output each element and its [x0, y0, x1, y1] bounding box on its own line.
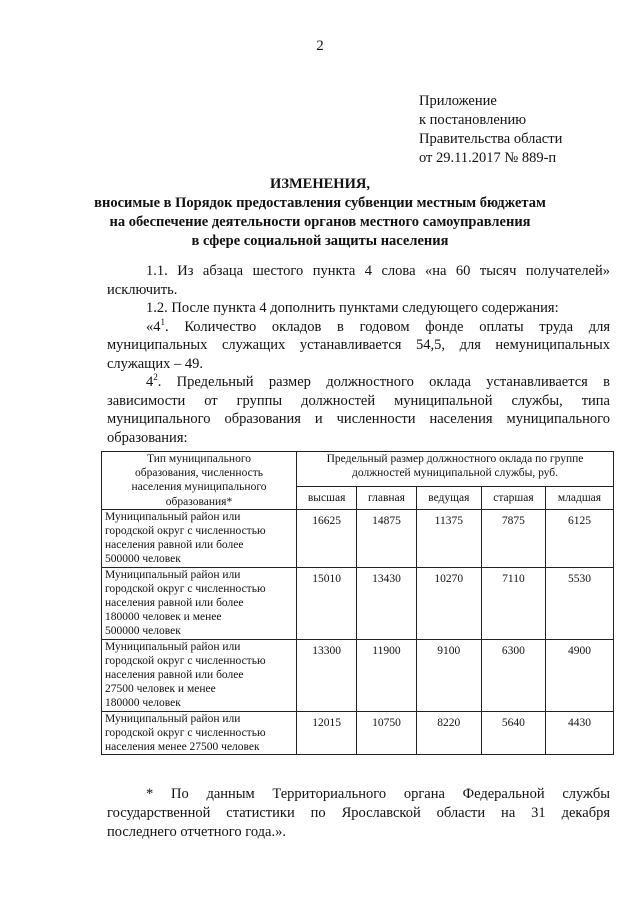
footnote-line: последнего отчетного года.».: [107, 824, 286, 840]
municipality-cell: Муниципальный район или городской округ с численностью населения равной или более 27500 человек и менее 180000 человек: [102, 639, 297, 711]
table-row: [102, 567, 614, 639]
value-cell: 9100: [416, 639, 481, 711]
page-number: 2: [316, 38, 324, 54]
column-header: старшая: [481, 486, 545, 509]
table-row: [102, 509, 614, 567]
value-cell: 11900: [357, 639, 416, 711]
paragraph-1-1-cont: исключить.: [107, 281, 178, 298]
appendix-line: Приложение: [419, 93, 497, 109]
municipality-cell: Муниципальный район или городской округ с численностью населения равной или более 180000 человек и менее 500000 человек: [102, 567, 297, 639]
header-municipality-type: Тип муниципального образования, численность населения муниципального образования*: [102, 452, 297, 510]
paragraph-text: . Количество окладов в годовом фонде оплаты труда для: [165, 318, 610, 335]
column-header: высшая: [297, 486, 357, 509]
value-cell: 7110: [481, 567, 545, 639]
table-row: [102, 639, 614, 711]
paragraph-text: 1.1. Из абзаца шестого пункта 4 слова «на 60 тысяч получателей»: [146, 263, 610, 279]
paragraph-line: образования:: [107, 429, 188, 446]
municipality-cell: Муниципальный район или городской округ с численностью населения равной или более 500000 человек: [102, 509, 297, 567]
document-title: [0, 175, 640, 251]
value-cell: 6125: [545, 509, 613, 567]
value-cell: 16625: [297, 509, 357, 567]
value-cell: 4900: [545, 639, 613, 711]
footnote-line: государственной статистики по Ярославской области на 31 декабря: [107, 805, 610, 821]
value-cell: 5640: [481, 711, 545, 755]
column-header: главная: [357, 486, 416, 509]
table-row: [102, 711, 614, 755]
paragraph-text: 4: [146, 374, 154, 390]
value-cell: 13300: [297, 639, 357, 711]
paragraph-text: «4: [146, 318, 161, 335]
column-header: младшая: [545, 486, 613, 509]
paragraph-4-1: [107, 318, 610, 337]
value-cell: 10270: [416, 567, 481, 639]
paragraph-line: зависимости от группы должностей муниципальной службы, типа: [107, 392, 610, 409]
value-cell: 12015: [297, 711, 357, 755]
paragraph-text: . Предельный размер должностного оклада устанавливается в: [157, 374, 610, 390]
table-header-row: [102, 452, 614, 487]
appendix-line: от 29.11.2017 № 889-п: [419, 150, 557, 166]
value-cell: 4430: [545, 711, 613, 755]
footnote: [107, 785, 610, 842]
value-cell: 14875: [357, 509, 416, 567]
municipality-cell: Муниципальный район или городской округ с численностью населения менее 27500 человек: [102, 711, 297, 755]
value-cell: 7875: [481, 509, 545, 567]
title-heading: ИЗМЕНЕНИЯ,: [270, 176, 370, 192]
appendix-line: к постановлению: [419, 112, 527, 128]
paragraph-line: служащих – 49.: [107, 355, 203, 372]
title-line: на обеспечение деятельности органов местного самоуправления: [109, 214, 531, 230]
paragraph-line: муниципальных служащих устанавливается 54,5, для немуниципальных: [107, 337, 610, 353]
paragraph-line: муниципального образования и численности населения муниципального: [107, 411, 610, 427]
paragraph-4-2: [107, 373, 610, 392]
paragraph-1-2: 1.2. После пункта 4 дополнить пунктами следующего содержания:: [146, 300, 559, 316]
appendix-line: Правительства области: [419, 131, 563, 147]
value-cell: 8220: [416, 711, 481, 755]
superscript: 2: [153, 372, 158, 383]
superscript: 1: [160, 316, 165, 327]
salary-table: [101, 451, 614, 755]
footnote-line: * По данным Территориального органа Федеральной службы: [146, 786, 610, 802]
value-cell: 11375: [416, 509, 481, 567]
header-max-salary: Предельный размер должностного оклада по группе должностей муниципальной службы, руб.: [297, 452, 614, 487]
value-cell: 5530: [545, 567, 613, 639]
value-cell: 6300: [481, 639, 545, 711]
title-line: вносимые в Порядок предоставления субвенции местным бюджетам: [94, 195, 546, 211]
title-line: в сфере социальной защиты населения: [191, 233, 449, 249]
column-header: ведущая: [416, 486, 481, 509]
appendix-block: [419, 92, 562, 168]
body-text: [107, 262, 610, 447]
value-cell: 13430: [357, 567, 416, 639]
value-cell: 15010: [297, 567, 357, 639]
paragraph-1-1: [107, 262, 610, 281]
value-cell: 10750: [357, 711, 416, 755]
